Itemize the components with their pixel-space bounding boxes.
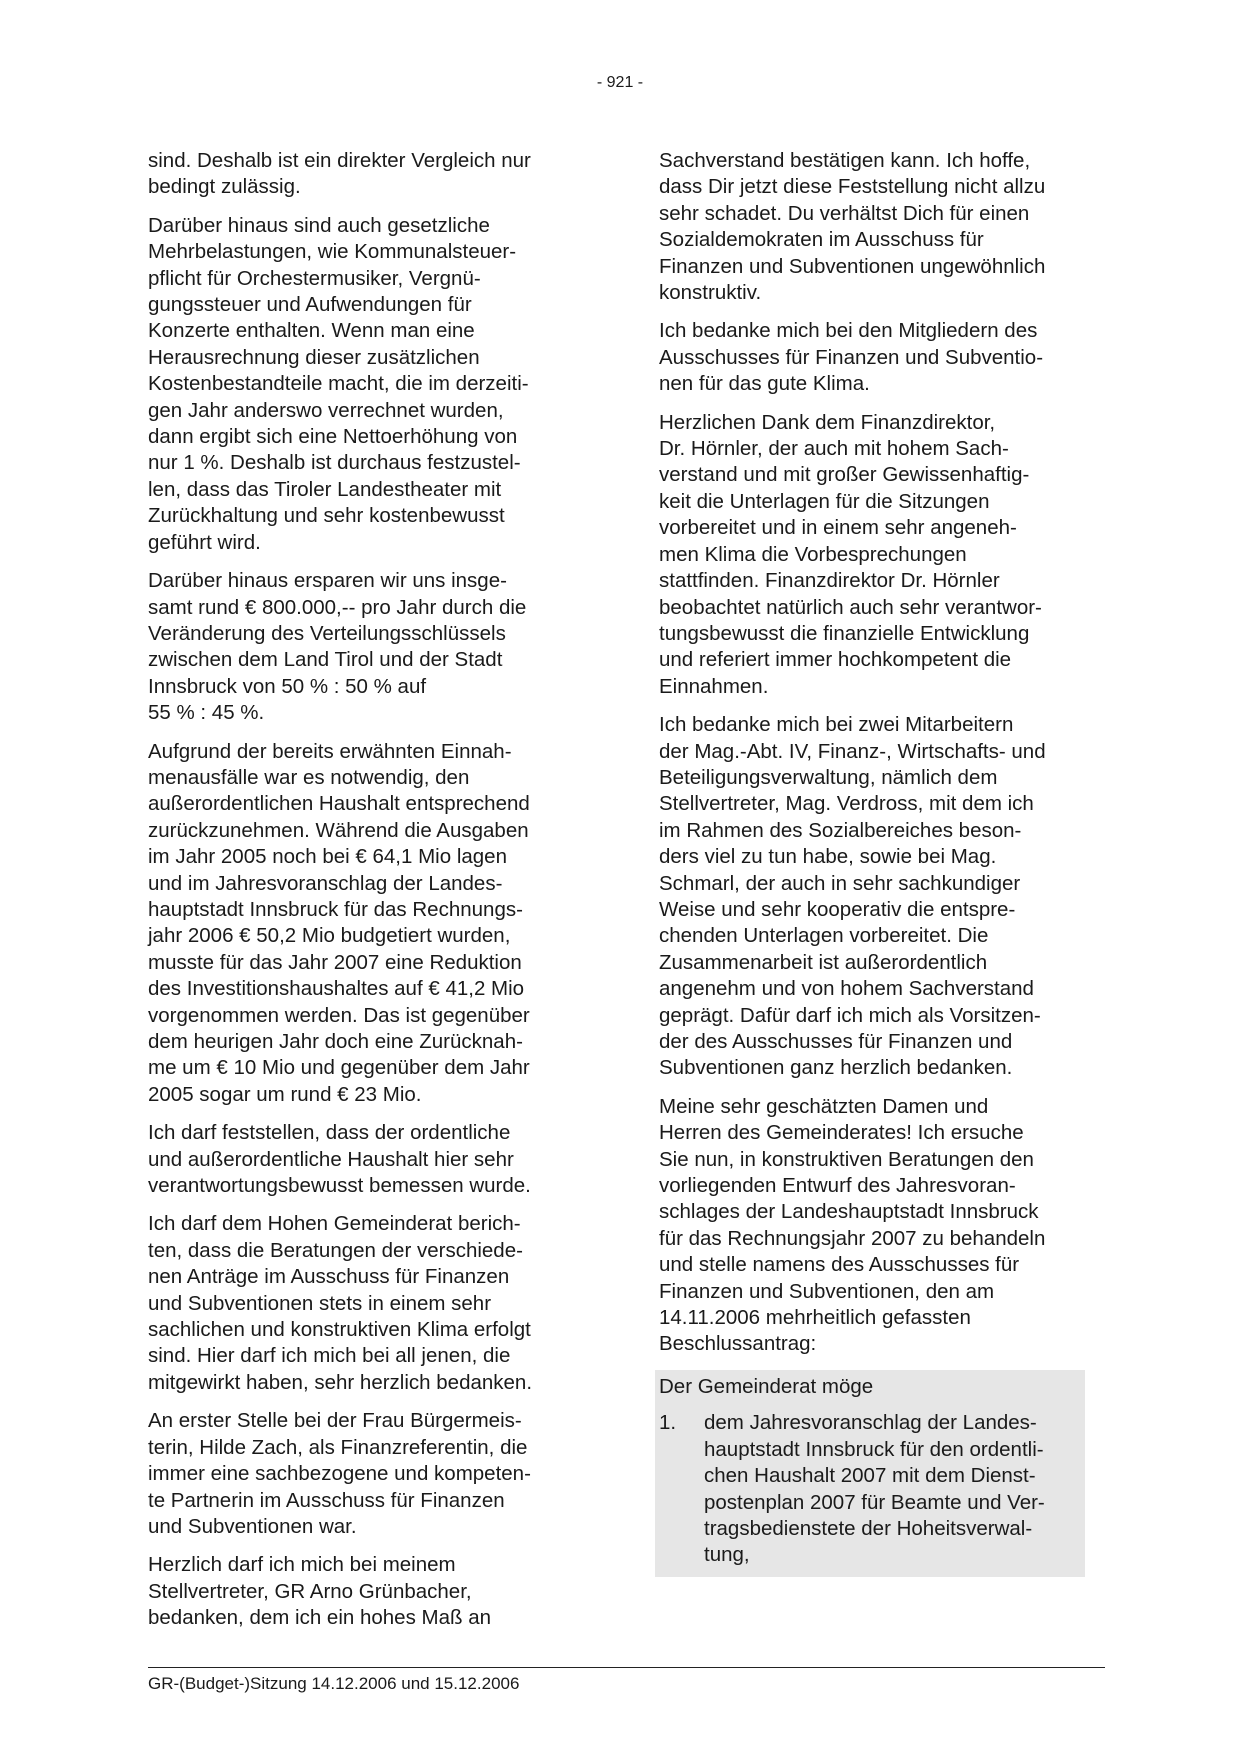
right-paragraph-2: Ich bedanke mich bei den Mitgliedern des Ausschusses für Finanzen und Subventio- nen für das gute Klima. <box>659 319 1044 396</box>
right-paragraph-3: Herzlichen Dank dem Finanzdirektor, Dr. Hörnler, der auch mit hohem Sach- verstand und mit großer Gewissenhaftig- keit die Unterlagen für die Sitzungen vorbereitet und in einem sehr angeneh- men Klima die Vorbesprechungen stattfinden. Finanzdirektor Dr. Hörnler beobachtet natürlich auch sehr verantwor- tungsbewusst die finanzielle Entwicklung und referiert immer hochkompetent die Einnahmen. <box>659 410 1042 698</box>
motion-item <box>659 1410 1077 1568</box>
right-paragraph-4: Ich bedanke mich bei zwei Mitarbeitern der Mag.-Abt. IV, Finanz-, Wirtschafts- und Beteiligungsverwaltung, nämlich dem Stellvertreter, Mag. Verdross, mit dem ich im Rahmen des Sozialbereiches beson- ders viel zu tun habe, sowie bei Mag. Schmarl, der auch in sehr sachkundiger Weise und sehr kooperativ die entspre- chenden Unterlagen vorbereitet. Die Zusammenarbeit ist außerordentlich angenehm und von hohem Sachverstand geprägt. Dafür darf ich mich als Vorsitzen- der des Ausschusses für Finanzen und Subventionen ganz herzlich bedanken. <box>659 713 1046 1080</box>
left-paragraph-2: Darüber hinaus sind auch gesetzliche Mehrbelastungen, wie Kommunalsteuer- pflicht für Orchestermusiker, Vergnü- gungssteuer und Aufwendungen für Konzerte enthalten. Wenn man eine Herausrechnung dieser zusätzlichen Kostenbestandteile macht, die im derzeiti- gen Jahr anderswo verrechnet wurden, dann ergibt sich eine Nettoerhöhung von nur 1 %. Deshalb ist durchaus festzustel- len, dass das Tiroler Landestheater mit Zurückhaltung und sehr kostenbewusst geführt wird. <box>148 213 529 554</box>
left-paragraph-4: Aufgrund der bereits erwähnten Einnah- menausfälle war es notwendig, den außerordentlichen Haushalt entsprechend zurückzunehmen. Während die Ausgaben im Jahr 2005 noch bei € 64,1 Mio lagen und im Jahresvoranschlag der Landes- hauptstadt Innsbruck für das Rechnungs- jahr 2006 € 50,2 Mio budgetiert wurden, musste für das Jahr 2007 eine Reduktion des Investitionshaushaltes auf € 41,2 Mio vorgenommen werden. Das ist gegenüber dem heurigen Jahr doch eine Zurücknah- me um € 10 Mio und gegenüber dem Jahr 2005 sogar um rund € 23 Mio. <box>148 739 530 1106</box>
page-number: - 921 - <box>596 74 644 91</box>
left-paragraph-1: sind. Deshalb ist ein direkter Vergleich nur bedingt zulässig. <box>148 149 531 199</box>
left-paragraph-8: Herzlich darf ich mich bei meinem Stellvertreter, GR Arno Grünbacher, bedanken, dem ich ein hohes Maß an <box>148 1553 492 1630</box>
left-paragraph-3: Darüber hinaus ersparen wir uns insge- samt rund € 800.000,-- pro Jahr durch die Veränderung des Verteilungsschlüssels zwischen dem Land Tirol und der Stadt Innsbruck von 50 % : 50 % auf 55 % : 45 %. <box>148 569 527 725</box>
motion-box <box>655 1370 1085 1577</box>
footer-text: GR-(Budget-)Sitzung 14.12.2006 und 15.12.2006 <box>148 1674 520 1693</box>
left-paragraph-7: An erster Stelle bei der Frau Bürgermeis- terin, Hilde Zach, als Finanzreferentin, die immer eine sachbezogene und kompeten- te Partnerin im Ausschuss für Finanzen und Subventionen war. <box>148 1409 531 1538</box>
footer-divider <box>148 1667 1105 1668</box>
right-column <box>659 148 1094 1577</box>
motion-title: Der Gemeinderat möge <box>659 1374 874 1398</box>
left-paragraph-5: Ich darf feststellen, dass der ordentliche und außerordentliche Haushalt hier sehr verantwortungsbewusst bemessen wurde. <box>148 1121 531 1198</box>
left-column <box>148 148 583 1644</box>
left-paragraph-6: Ich darf dem Hohen Gemeinderat berich- ten, dass die Beratungen der verschiede- nen Anträge im Ausschuss für Finanzen und Subventionen stets in einem sehr sachlichen und konstruktiven Klima erfolgt sind. Hier darf ich mich bei all jenen, die mitgewirkt haben, sehr herzlich bedanken. <box>148 1212 533 1394</box>
motion-item-text: dem Jahresvoranschlag der Landes- hauptstadt Innsbruck für den ordentli- chen Haushalt 2007 mit dem Dienst- postenplan 2007 für Beamte und Ver- tragsbedienstete der Hoheitsverwal- tung, <box>704 1411 1045 1567</box>
motion-item-number: 1. <box>659 1411 677 1435</box>
right-paragraph-1: Sachverstand bestätigen kann. Ich hoffe, dass Dir jetzt diese Feststellung nicht allzu sehr schadet. Du verhältst Dich für einen Sozialdemokraten im Ausschuss für Finanzen und Subventionen ungewöhnlich konstruktiv. <box>659 149 1046 305</box>
right-paragraph-5: Meine sehr geschätzten Damen und Herren des Gemeinderates! Ich ersuche Sie nun, in konstruktiven Beratungen den vorliegenden Entwurf des Jahresvoran- schlages der Landeshauptstadt Innsbruck für das Rechnungsjahr 2007 zu behandeln und stelle namens des Ausschusses für Finanzen und Subventionen, den am 14.11.2006 mehrheitlich gefassten Beschlussantrag: <box>659 1094 1046 1356</box>
